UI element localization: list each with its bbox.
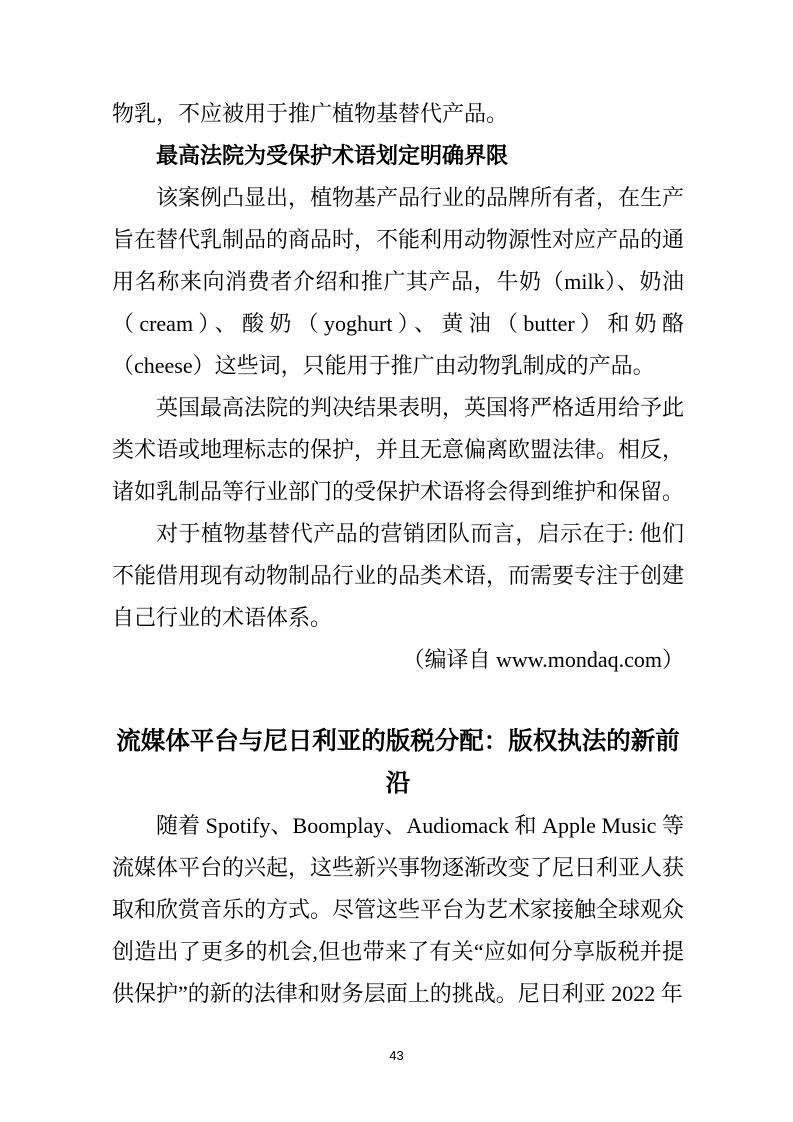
page-number: 43 [389,1048,404,1063]
article-title: 流媒体平台与尼日利亚的版税分配：版权执法的新前沿 [116,728,680,797]
paragraph: 英国最高法院的判决结果表明，英国将严格适用给予此类术语或地理标志的保护，并且无意偏离欧盟法律。相反，诸如乳制品等行业部门的受保护术语将会得到维护和保留。 [112,395,685,504]
page-body-text [112,93,684,1015]
source-attribution: （编译自 www.mondaq.com） [402,647,684,672]
paragraph-continuation: 物乳，不应被用于推广植物基替代产品。 [112,101,509,126]
section-subheading: 最高法院为受保护术语划定明确界限 [156,143,509,168]
paragraph: 对于植物基替代产品的营销团队而言，启示在于: 他们不能借用现有动物制品行业的品类术语，而需要专注于创建自己行业的术语体系。 [112,521,685,630]
paragraph: 随着 Spotify、Boomplay、Audiomack 和 Apple Music 等流媒体平台的兴起，这些新兴事物逐渐改变了尼日利亚人获取和欣赏音乐的方式。尽管这些平台为艺术家接触全球观众创造出了更多的机会,但也带来了有关“应如何分享版税并提供保护”的新的法律和财务层面上的挑战。尼日利亚 2022 年 [112,813,685,1006]
paragraph: 该案例凸显出，植物基产品行业的品牌所有者，在生产旨在替代乳制品的商品时，不能利用动物源性对应产品的通用名称来向消费者介绍和推广其产品，牛奶（milk）、奶油（cream）、酸奶（yoghurt）、黄油（butter）和奶酪（cheese）这些词，只能用于推广由动物乳制成的产品。 [112,185,685,378]
